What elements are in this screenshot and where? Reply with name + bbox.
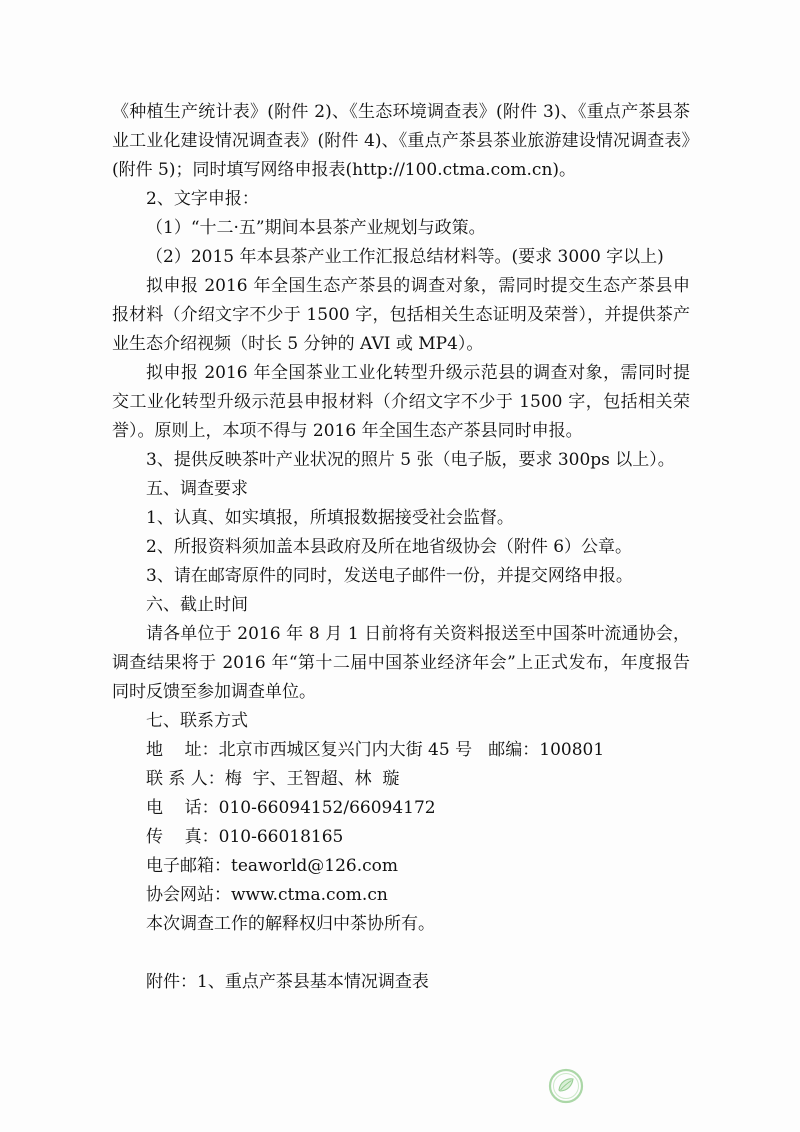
heading-requirements: 五、调查要求 (146, 479, 248, 499)
contact-value: 北京市西城区复兴门内大街 45 号 邮编：100801 (218, 740, 605, 760)
paragraph-eco-county: 拟申报 2016 年全国生态产茶县的调查对象，需同时提交生态产茶县申报材料（介绍文字不少于 1500 字，包括相关生态证明及荣誉），并提供茶产业生态介绍视频（时长 5 分钟的 AVI 或 MP4）。 (112, 276, 690, 354)
item-plan-policy: （1）“十二·五”期间本县茶产业规划与政策。 (146, 218, 486, 238)
contact-label: 电子邮箱： (146, 856, 231, 876)
heading-contact: 七、联系方式 (146, 711, 248, 731)
contact-address (112, 736, 690, 765)
contact-label: 地 址： (146, 740, 219, 760)
item-photos: 3、提供反映茶叶产业状况的照片 5 张（电子版，要求 300ps 以上）。 (146, 450, 675, 470)
contact-person (112, 765, 690, 794)
heading-deadline: 六、截止时间 (146, 595, 248, 615)
spacer (112, 939, 690, 968)
leaf-seal-icon (548, 1068, 584, 1104)
item-work-report: （2）2015 年本县茶产业工作汇报总结材料等。(要求 3000 字以上) (146, 247, 664, 267)
contact-email (112, 852, 690, 881)
contact-phone (112, 794, 690, 823)
requirement-2: 2、所报资料须加盖本县政府及所在地省级协会（附件 6）公章。 (146, 537, 633, 557)
contact-fax (112, 823, 690, 852)
contact-value: 梅 宇、王智超、林 璇 (224, 769, 400, 789)
contact-label: 联 系 人： (146, 769, 225, 789)
requirement-3: 3、请在邮寄原件的同时，发送电子邮件一份，并提交网络申报。 (146, 566, 633, 586)
heading-text-submission: 2、文字申报： (146, 189, 259, 209)
paragraph-industrial-county: 拟申报 2016 年全国茶业工业化转型升级示范县的调查对象，需同时提交工业化转型升级示范县申报材料（介绍文字不少于 1500 字，包括相关荣誉）。原则上，本项不得与 2016 年全国生态产茶县同时申报。 (112, 363, 690, 441)
contact-value: www.ctma.com.cn (231, 885, 388, 905)
closing-statement: 本次调查工作的解释权归中茶协所有。 (146, 914, 435, 934)
paragraph-attachment-list: 《种植生产统计表》(附件 2)、《生态环境调查表》(附件 3)、《重点产茶县茶业工业化建设情况调查表》(附件 4)、《重点产茶县茶业旅游建设情况调查表》(附件 5)；同时填写网络申报表(http://100.ctma.com.cn)。 (112, 102, 690, 180)
contact-value: teaworld@126.com (231, 856, 398, 876)
contact-value: 010-66094152/66094172 (218, 798, 436, 818)
contact-label: 协会网站： (146, 885, 231, 905)
contact-label: 电 话： (146, 798, 219, 818)
contact-label: 传 真： (146, 827, 219, 847)
paragraph-deadline: 请各单位于 2016 年 8 月 1 日前将有关资料报送至中国茶叶流通协会，调查结果将于 2016 年“第十二届中国茶业经济年会”上正式发布，年度报告同时反馈至参加调查单位。 (112, 624, 690, 702)
attachment-line: 附件：1、重点产茶县基本情况调查表 (146, 972, 429, 992)
contact-value: 010-66018165 (218, 827, 344, 847)
contact-website (112, 881, 690, 910)
document-body (112, 98, 690, 997)
requirement-1: 1、认真、如实填报，所填报数据接受社会监督。 (146, 508, 514, 528)
